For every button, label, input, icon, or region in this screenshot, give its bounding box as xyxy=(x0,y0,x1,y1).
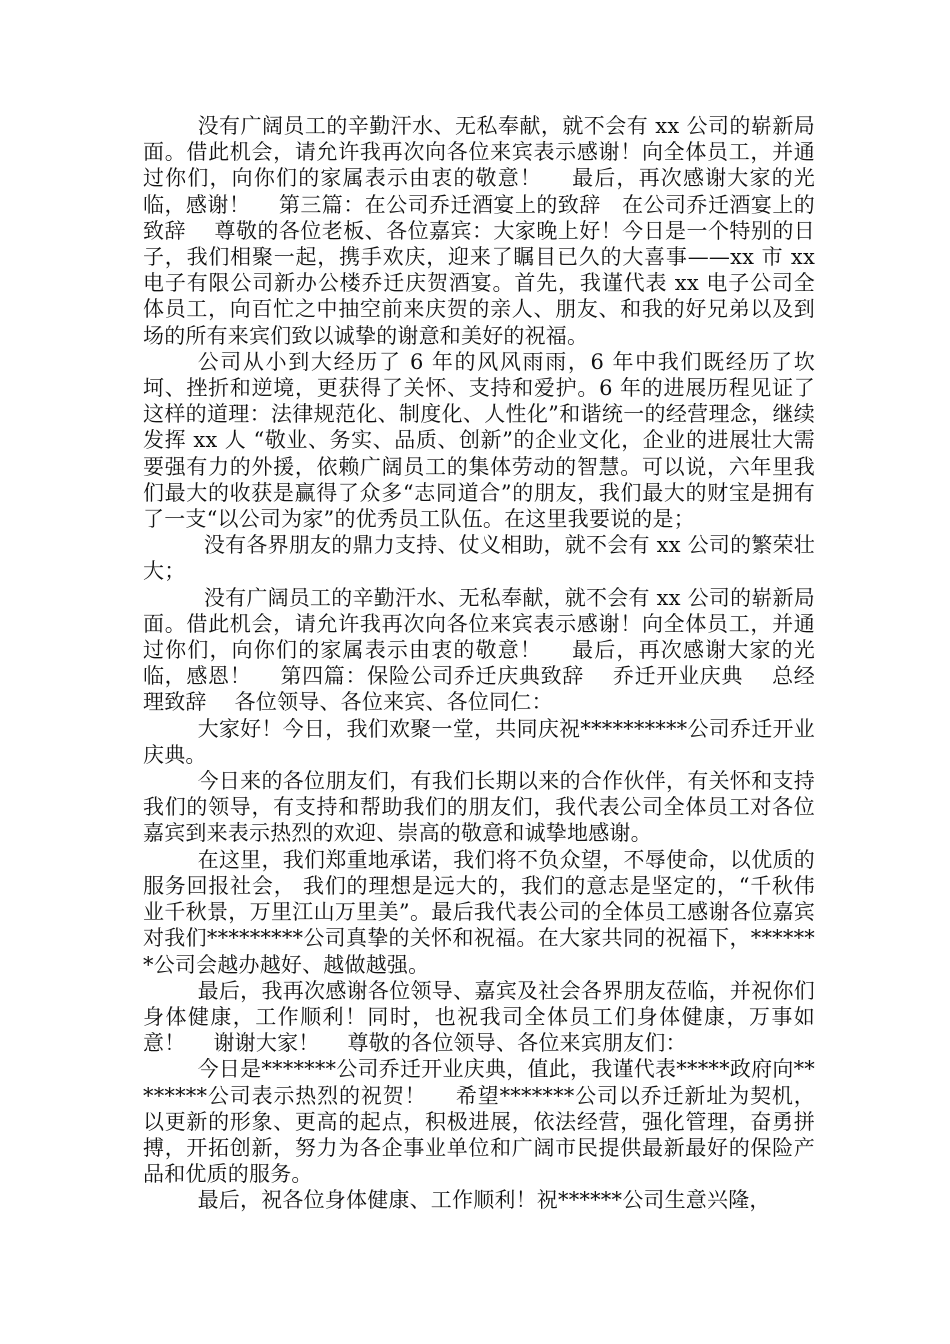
paragraph-9: 今日是*******公司乔迁开业庆典，值此，我谨代表*****政府向********公司表示热烈的祝贺！ 希望*******公司以乔迁新址为契机，以更新的形象、更高的起点，积极进展，依法经营，强化管理，奋勇拼搏，开拓创新，努力为各企事业单位和广阔市民提供最新最好的保险产品和优质的服务。 xyxy=(143,1057,815,1187)
paragraph-6: 今日来的各位朋友们，有我们长期以来的合作伙伴，有关怀和支持我们的领导，有支持和帮助我们的朋友们，我代表公司全体员工对各位嘉宾到来表示热烈的欢迎、崇高的敬意和诚挚地感谢。 xyxy=(143,769,815,846)
document-body xyxy=(143,113,815,1214)
paragraph-4: 没有广阔员工的辛勤汗水、无私奉献，就不会有 xx 公司的崭新局面。借此机会，请允许我再次向各位来宾表示感谢！向全体员工，并通过你们，向你们的家属表示由衷的敬意！ 最后，再次感谢大家的光临，感恩！ 第四篇：保险公司乔迁庆典致辞 乔迁开业庆典 总经理致辞 各位领导、各位来宾、各位同仁： xyxy=(143,585,815,715)
paragraph-2: 公司从小到大经历了 6 年的风风雨雨，6 年中我们既经历了坎坷、挫折和逆境，更获得了关怀、支持和爱护。6 年的进展历程见证了这样的道理：法律规范化、制度化、人性化”和谐统一的经营理念，继续发挥 xx 人 “敬业、务实、品质、创新”的企业文化，企业的进展壮大需要强有力的外援，依赖广阔员工的集体劳动的智慧。可以说，六年里我们最大的收获是赢得了众多“志同道合”的朋友，我们最大的财宝是拥有了一支“以公司为家”的优秀员工队伍。在这里我要说的是； xyxy=(143,349,815,532)
paragraph-1: 没有广阔员工的辛勤汗水、无私奉献，就不会有 xx 公司的崭新局面。借此机会，请允许我再次向各位来宾表示感谢！向全体员工，并通过你们，向你们的家属表示由衷的敬意！ 最后，再次感谢大家的光临，感谢！ 第三篇：在公司乔迁酒宴上的致辞 在公司乔迁酒宴上的致辞 尊敬的各位老板、各位嘉宾：大家晚上好！今日是一个特别的日子，我们相聚一起，携手欢庆，迎来了瞩目已久的大喜事——xx 市 xx 电子有限公司新办公楼乔迁庆贺酒宴。首先，我谨代表 xx 电子公司全体员工，向百忙之中抽空前来庆贺的亲人、朋友、和我的好兄弟以及到场的所有来宾们致以诚挚的谢意和美好的祝福。 xyxy=(143,114,815,348)
paragraph-7: 在这里，我们郑重地承诺，我们将不负众望，不辱使命，以优质的服务回报社会， 我们的理想是远大的，我们的意志是坚定的，“千秋伟业千秋景，万里江山万里美”。最后我代表公司的全体员工感谢各位嘉宾对我们*********公司真挚的关怀和祝福。在大家共同的祝福下，*******公司会越办越好、越做越强。 xyxy=(143,847,815,977)
paragraph-3: 没有各界朋友的鼎力支持、仗义相助，就不会有 xx 公司的繁荣壮大； xyxy=(143,533,815,584)
paragraph-10: 最后，祝各位身体健康、工作顺利！祝******公司生意兴隆， xyxy=(197,1188,771,1213)
paragraph-8: 最后，我再次感谢各位领导、嘉宾及社会各界朋友莅临，并祝你们身体健康，工作顺利！同时，也祝我司全体员工们身体健康，万事如意！ 谢谢大家！ 尊敬的各位领导、各位来宾朋友们： xyxy=(143,978,815,1056)
paragraph-5: 大家好！今日，我们欢聚一堂，共同庆祝**********公司乔迁开业庆典。 xyxy=(143,716,815,767)
